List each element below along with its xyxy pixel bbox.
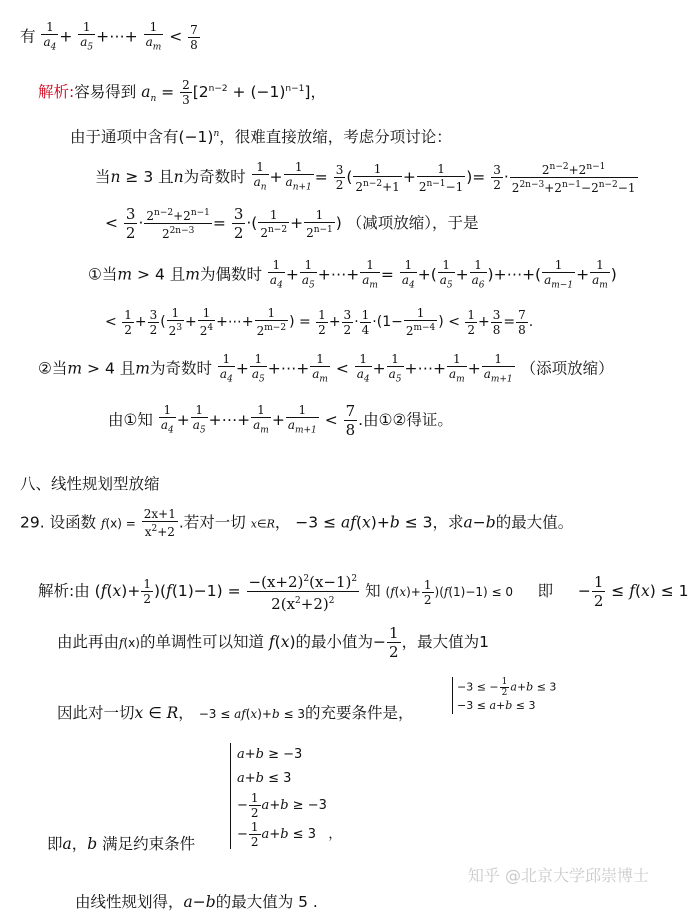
shrink-line: < $\frac{3}{2}$ · $\frac{2^{n-2}+2^{n-1}}{2^{2n-3}}$ = $\frac{3}{2}$ ·( $\frac{1}{2^{n-2}}$ + $\frac{1}{2^{n-1}}$ ) （减项放缩），于是 [105, 205, 479, 242]
monotonic-line: 由此再由f(x)的单调性可以知道 f(x)的最小值为− $\frac{1}{2}$ ，最大值为1 [57, 624, 489, 661]
analysis-label: 解析: [38, 83, 75, 101]
constraint-label: 即a，b 满足约束条件 [47, 835, 196, 853]
case1-line: ①当m > 4 且m为偶数时 $\frac{1}{a_4}$ + $\frac{1}{a_5}$ +⋯+ $\frac{1}{a_m}$ = $\frac{1}{a_4}$ +( $\frac{1}{a_5}$ + $\frac{1}{a_6}$ )+⋯+( $\frac{1}{a_{m-1}}$ + $\frac{1}{a_m}$ ) [88, 258, 617, 291]
split-line: 由于通项中含有$(-1)^n$，很难直接放缩，考虑分项讨论： [70, 128, 452, 147]
odd-n-line: 当n ≥ 3 且n为奇数时 $\frac{1}{a_n}$ + $\frac{1}{a_{n+1}}$ = $\frac{3}{2}$ ( $\frac{1}{2^{n-2}+1}$ + $\frac{1}{2^{n-1}-1}$ )= $\frac{3}{2}$ · $\frac{2^{n-2}+2^{n-1}}{2^{2n-3}+2^{n-1}-2^{n-2}-1}$ [95, 160, 636, 195]
final-line: 由线性规划得，a−b的最大值为 5 . [75, 893, 318, 911]
condition-line: 因此对一切x ∈ R， −3 ≤ af(x)+b ≤ 3的充要条件是， [57, 704, 414, 722]
solution-line: 解析:由 (f(x)+ $\frac{1}{2}$ )(f(1)−1) = $\frac{-(x+2)^2(x-1)^2}{2(x^2+2)^2}$ 知 (f(x)+ $\frac{1}{2}$ )(f(1)−1) ≤ 0 即 − $\frac{1}{2}$ ≤ f(x) ≤ 1 [38, 573, 689, 613]
case1-bound: < $\frac{1}{2}$ + $\frac{3}{2}$ ( $\frac{1}{2^3}$ + $\frac{1}{2^4}$ +⋯+ $\frac{1}{2^{m-2}}$ ) = $\frac{1}{2}$ + $\frac{3}{2}$ · $\frac{1}{4}$ ·(1− $\frac{1}{2^{m-4}}$ ) < $\frac{1}{2}$ + $\frac{3}{8}$ = $\frac{7}{8}$ . [105, 306, 534, 338]
section-heading: 八、线性规划型放缩 [20, 475, 160, 493]
case2-line: ②当m > 4 且m为奇数时 $\frac{1}{a_4}$ + $\frac{1}{a_5}$ +⋯+ $\frac{1}{a_m}$ < $\frac{1}{a_4}$ + $\frac{1}{a_5}$ +⋯+ $\frac{1}{a_m}$ + $\frac{1}{a_{m+1}}$ （添项放缩） [38, 352, 614, 385]
top-inequality: 有 $\frac{1}{a_4}$ + $\frac{1}{a_5}$ +⋯+ $\frac{1}{a_m}$ < $\frac{7}{8}$ [20, 20, 198, 53]
question-29: 29. 设函数 f(x) = $\frac{2x+1}{x^2+2}$ .若对一切 x∈R， −3 ≤ af(x)+b ≤ 3，求a−b的最大值。 [20, 507, 574, 539]
analysis-line: 解析:容易得到 $a_n$ = $\frac{2}{3}$ $[2^{n-2} + (-1)^{n-1}]$， [38, 78, 326, 107]
constraint-system: a+b ≥ −3 a+b ≤ 3 − $\frac{1}{2}$ a+b ≥ −3 − $\frac{1}{2}$ a+b ≤ 3 ， [230, 743, 341, 849]
conclusion-line: 由①知 $\frac{1}{a_4}$ + $\frac{1}{a_5}$ +⋯+ $\frac{1}{a_m}$ + $\frac{1}{a_{m+1}}$ < $\frac{7}{8}$ .由①②得证。 [108, 402, 453, 439]
watermark: 知乎 @北京大学邱崇博士 [467, 866, 649, 885]
condition-system: −3 ≤ − $\frac{1}{2}$ a+b ≤ 3 −3 ≤ a+b ≤ 3 [452, 677, 556, 714]
